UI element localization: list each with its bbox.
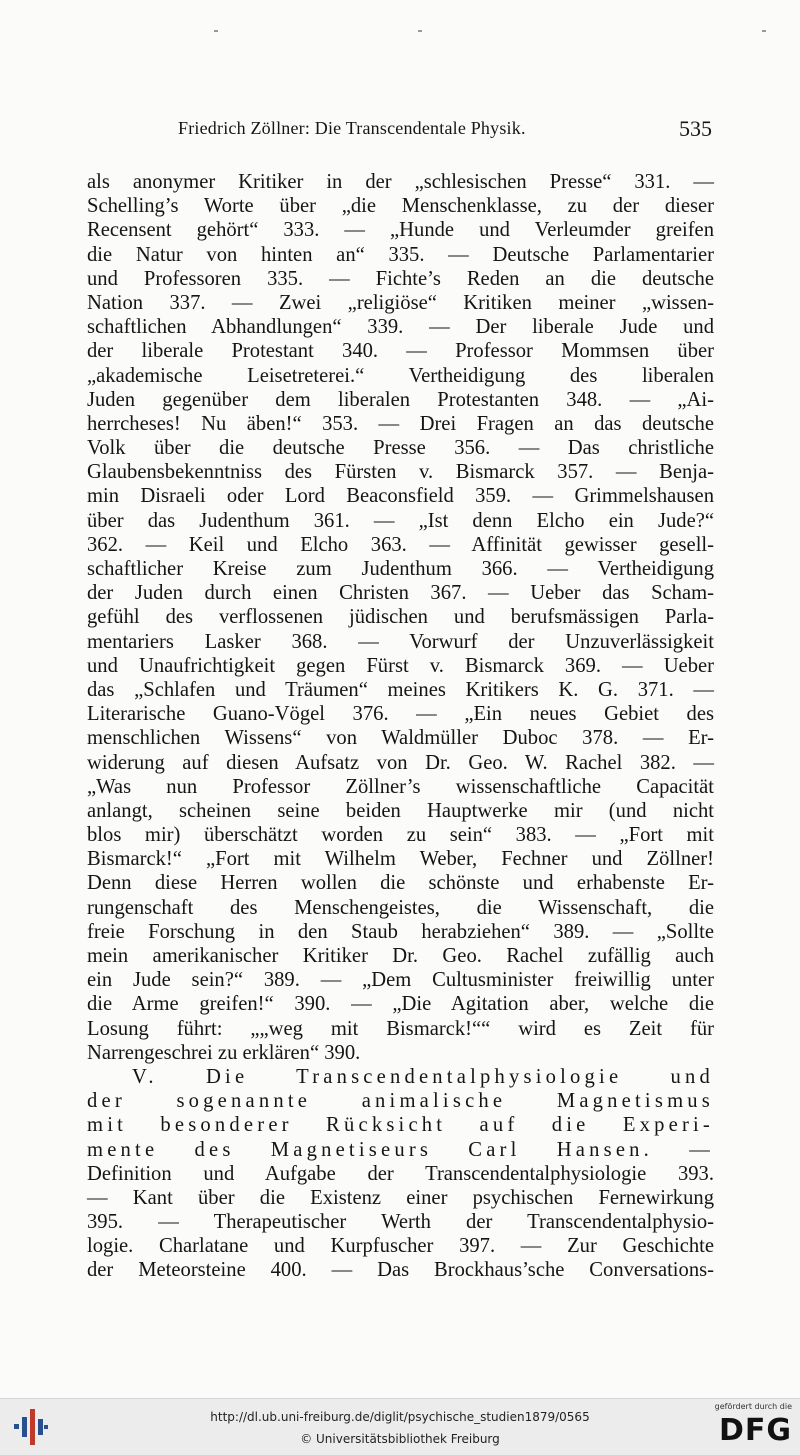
- text-line: Juden gegenüber dem liberalen Protestanten 348. — „Ai-: [87, 388, 714, 411]
- text-line: ein Jude sein?“ 389. — „Dem Cultusminister freiwillig unter: [87, 969, 714, 992]
- document-url-link[interactable]: http://dl.ub.uni-freiburg.de/diglit/psychische_studien1879/0565: [210, 1410, 590, 1424]
- section-heading-line: V. Die Transcendentalphysiologie und: [132, 1065, 714, 1088]
- copyright-notice: © Universitätsbibliothek Freiburg: [300, 1432, 500, 1446]
- text-line: rungenschaft des Menschengeistes, die Wissenschaft, die: [87, 896, 714, 919]
- text-line: 362. — Keil und Elcho 363. — Affinität gewisser gesell-: [87, 533, 714, 556]
- funder-caption: gefördert durch die: [714, 1402, 792, 1411]
- text-line: das „Schlafen und Träumen“ meines Kritikers K. G. 371. —: [87, 678, 714, 701]
- text-line: min Disraeli oder Lord Beaconsfield 359. — Grimmelshausen: [87, 485, 714, 508]
- text-line: „akademische Leisetreterei.“ Vertheidigung des liberalen: [87, 364, 714, 387]
- text-line: Schelling’s Worte über „die Menschenklasse, zu der dieser: [87, 195, 714, 218]
- text-line: menschlichen Wissens“ von Waldmüller Duboc 378. — Er-: [87, 727, 714, 750]
- dfg-logo[interactable]: DFG: [718, 1413, 792, 1448]
- text-line: Narrengeschrei zu erklären“ 390.: [87, 1041, 361, 1064]
- text-line: der Juden durch einen Christen 367. — Ueber das Scham-: [87, 582, 714, 605]
- text-line: als anonymer Kritiker in der „schlesischen Presse“ 331. —: [87, 171, 714, 193]
- text-line: 395. — Therapeutischer Werth der Transcendentalphysio-: [87, 1211, 714, 1234]
- text-line: gefühl des verflossenen jüdischen und berufsmässigen Parla-: [87, 606, 714, 629]
- text-line: Glaubensbekenntniss des Fürsten v. Bismarck 357. — Benja-: [87, 461, 714, 484]
- body-text: [87, 170, 714, 1283]
- text-line: logie. Charlatane und Kurpfuscher 397. — Zur Geschichte: [87, 1235, 714, 1258]
- scan-speck: [762, 30, 766, 32]
- text-line: der liberale Protestant 340. — Professor Mommsen über: [87, 340, 714, 363]
- section-heading-line: mit besonderer Rücksicht auf die Experi-: [87, 1114, 714, 1137]
- running-title: Friedrich Zöllner: Die Transcendentale Physik.: [178, 118, 526, 138]
- text-line: widerung auf diesen Aufsatz von Dr. Geo. W. Rachel 382. —: [87, 751, 714, 774]
- viewer-footer: [0, 1398, 800, 1455]
- text-line: — Kant über die Existenz einer psychischen Fernewirkung: [87, 1186, 714, 1209]
- text-line: der Meteorsteine 400. — Das Brockhaus’sche Conversations-: [87, 1259, 714, 1282]
- text-line: Nation 337. — Zwei „religiöse“ Kritiken meiner „wissen-: [87, 291, 714, 314]
- text-line: die Arme greifen!“ 390. — „Die Agitation aber, welche die: [87, 993, 714, 1016]
- text-line: die Natur von hinten an“ 335. — Deutsche Parlamentarier: [87, 243, 714, 266]
- scan-speck: [214, 30, 218, 32]
- text-line: freie Forschung in den Staub herabziehen“ 389. — „Sollte: [87, 920, 714, 943]
- text-line: und Professoren 335. — Fichte’s Reden an die deutsche: [87, 267, 714, 290]
- section-heading-line: mente des Magnetiseurs Carl Hansen. —: [87, 1138, 714, 1161]
- text-line: schaftlicher Kreise zum Judenthum 366. — Vertheidigung: [87, 558, 714, 580]
- text-line: und Unaufrichtigkeit gegen Fürst v. Bismarck 369. — Ueber: [87, 654, 714, 677]
- text-line: herrcheses! Nu äben!“ 353. — Drei Fragen an das deutsche: [87, 412, 714, 435]
- text-line: Volk über die deutsche Presse 356. — Das christliche: [87, 437, 714, 460]
- text-line: Losung führt: „„weg mit Bismarck!““ wird es Zeit für: [87, 1017, 714, 1040]
- text-line: schaftlichen Abhandlungen“ 339. — Der liberale Jude und: [87, 316, 714, 339]
- scan-speck: [418, 30, 422, 32]
- text-line: „Was nun Professor Zöllner’s wissenschaftliche Capacität: [87, 775, 714, 798]
- text-line: Bismarck!“ „Fort mit Wilhelm Weber, Fechner und Zöllner!: [87, 848, 714, 871]
- page-number: 535: [679, 116, 712, 141]
- text-line: Denn diese Herren wollen die schönste und erhabenste Er-: [87, 872, 714, 895]
- text-line: blos mir) überschätzt worden zu sein“ 383. — „Fort mit: [87, 824, 714, 847]
- text-line: Recensent gehört“ 333. — „Hunde und Verleumder greifen: [87, 219, 714, 242]
- section-heading-line: der sogenannte animalische Magnetismus: [87, 1090, 714, 1113]
- text-line: mein amerikanischer Kritiker Dr. Geo. Rachel zufällig auch: [87, 945, 714, 967]
- text-line: anlangt, scheinen seine beiden Hauptwerke mir (und nicht: [87, 799, 714, 822]
- text-line: Literarische Guano-Vögel 376. — „Ein neues Gebiet des: [87, 703, 714, 726]
- text-line: über das Judenthum 361. — „Ist denn Elcho ein Jude?“: [87, 509, 714, 532]
- text-line: mentariers Lasker 368. — Vorwurf der Unzuverlässigkeit: [87, 630, 714, 653]
- text-line: Definition und Aufgabe der Transcendentalphysiologie 393.: [87, 1162, 714, 1185]
